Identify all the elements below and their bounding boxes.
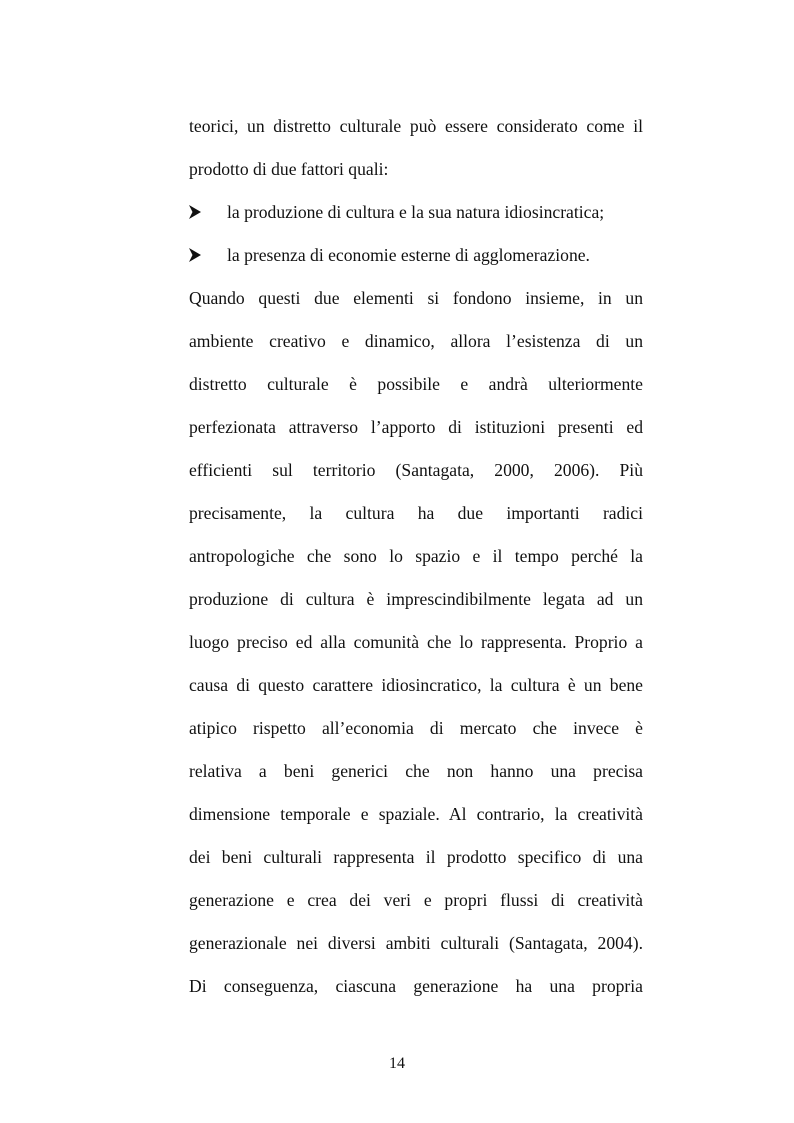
paragraph-line: antropologiche che sono lo spazio e il tempo perché la: [189, 546, 643, 566]
bullet-text: la produzione di cultura e la sua natura idiosincratica;: [227, 202, 605, 222]
paragraph-line: produzione di cultura è imprescindibilmente legata ad un: [189, 589, 643, 609]
body-text: [189, 111, 643, 1014]
paragraph-line: ambiente creativo e dinamico, allora l’esistenza di un: [189, 331, 643, 351]
paragraph-line: distretto culturale è possibile e andrà ulteriormente: [189, 374, 643, 394]
bullet-item: [189, 240, 643, 283]
paragraph-line: luogo preciso ed alla comunità che lo rappresenta. Proprio a: [189, 632, 643, 652]
paragraph-line: generazione e crea dei veri e propri flussi di creatività: [189, 890, 643, 910]
text-line: teorici, un distretto culturale può essere considerato come il: [189, 116, 643, 136]
page-number: 14: [389, 1055, 405, 1072]
text-line: prodotto di due fattori quali:: [189, 159, 389, 179]
paragraph-line: precisamente, la cultura ha due importanti radici: [189, 503, 643, 523]
arrowhead-bullet-icon: [189, 240, 227, 270]
paragraph-line: Di conseguenza, ciascuna generazione ha una propria: [189, 976, 643, 996]
paragraph-line: atipico rispetto all’economia di mercato che invece è: [189, 718, 643, 738]
bullet-text: la presenza di economie esterne di agglomerazione.: [227, 245, 590, 265]
bullet-item: [189, 197, 643, 240]
paragraph-line: efficienti sul territorio (Santagata, 2000, 2006). Più: [189, 460, 643, 480]
arrowhead-bullet-icon: [189, 197, 227, 227]
paragraph-line: relativa a beni generici che non hanno una precisa: [189, 761, 643, 781]
paragraph-line: Quando questi due elementi si fondono insieme, in un: [189, 288, 643, 308]
paragraph-line: causa di questo carattere idiosincratico, la cultura è un bene: [189, 675, 643, 695]
paragraph-line: dimensione temporale e spaziale. Al contrario, la creatività: [189, 804, 643, 824]
paragraph-line: perfezionata attraverso l’apporto di istituzioni presenti ed: [189, 417, 643, 437]
paragraph-line: generazionale nei diversi ambiti culturali (Santagata, 2004).: [189, 933, 643, 953]
paragraph-line: dei beni culturali rappresenta il prodotto specifico di una: [189, 847, 643, 867]
